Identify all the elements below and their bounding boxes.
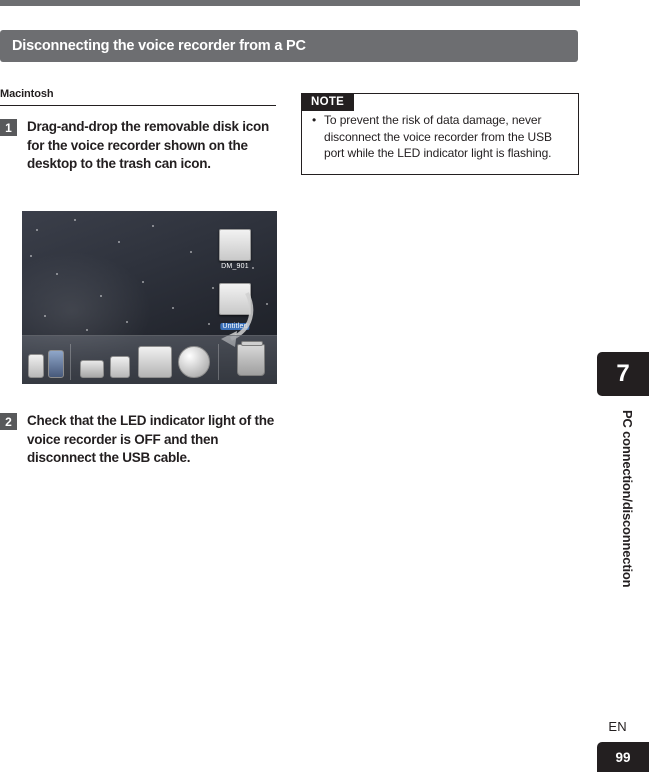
page-number: 99 xyxy=(597,742,649,772)
dock-item[interactable] xyxy=(80,360,104,378)
bullet-icon: • xyxy=(312,113,317,127)
dock-item[interactable] xyxy=(28,354,44,378)
step-text: Drag-and-drop the removable disk icon for the voice recorder shown on the desktop to the trash can icon. xyxy=(27,119,270,171)
desktop-drive-icon-dm901[interactable] xyxy=(218,229,252,269)
note-list-item xyxy=(312,112,568,162)
removable-disk-icon xyxy=(219,229,251,261)
note-box xyxy=(301,93,579,175)
top-rule xyxy=(0,0,580,6)
dock-item[interactable] xyxy=(138,346,172,378)
note-tag: NOTE xyxy=(301,93,354,111)
dock-item[interactable] xyxy=(110,356,130,378)
trash-can-icon[interactable] xyxy=(237,344,265,376)
page-title: Disconnecting the voice recorder from a PC xyxy=(12,38,306,54)
left-content-column-lower xyxy=(0,400,278,468)
note-text: To prevent the risk of data damage, never disconnect the voice recorder from the USB port while the LED indicator light is flashing. xyxy=(324,113,552,160)
chapter-tab: 7 xyxy=(597,352,649,396)
step-text: Check that the LED indicator light of the voice recorder is OFF and then disconnect the USB cable. xyxy=(27,413,275,465)
page-title-banner xyxy=(0,30,578,62)
step-number-badge: 2 xyxy=(0,413,17,430)
dock-separator xyxy=(70,344,71,380)
drive-label-secondary: Untitled xyxy=(222,323,248,330)
step-item xyxy=(0,412,278,468)
dock xyxy=(22,335,277,384)
chapter-label: PC connection/disconnection xyxy=(620,410,635,588)
step-item xyxy=(0,118,278,174)
step-number-badge: 1 xyxy=(0,119,17,136)
dock-item[interactable] xyxy=(48,350,64,378)
section-heading: Macintosh xyxy=(0,88,276,106)
left-content-column xyxy=(0,88,278,174)
language-code: EN xyxy=(608,719,627,734)
desktop-screenshot-figure xyxy=(22,211,277,384)
dock-item[interactable] xyxy=(178,346,210,378)
dock-separator xyxy=(218,344,219,380)
drive-label: DM_901 xyxy=(221,263,249,270)
